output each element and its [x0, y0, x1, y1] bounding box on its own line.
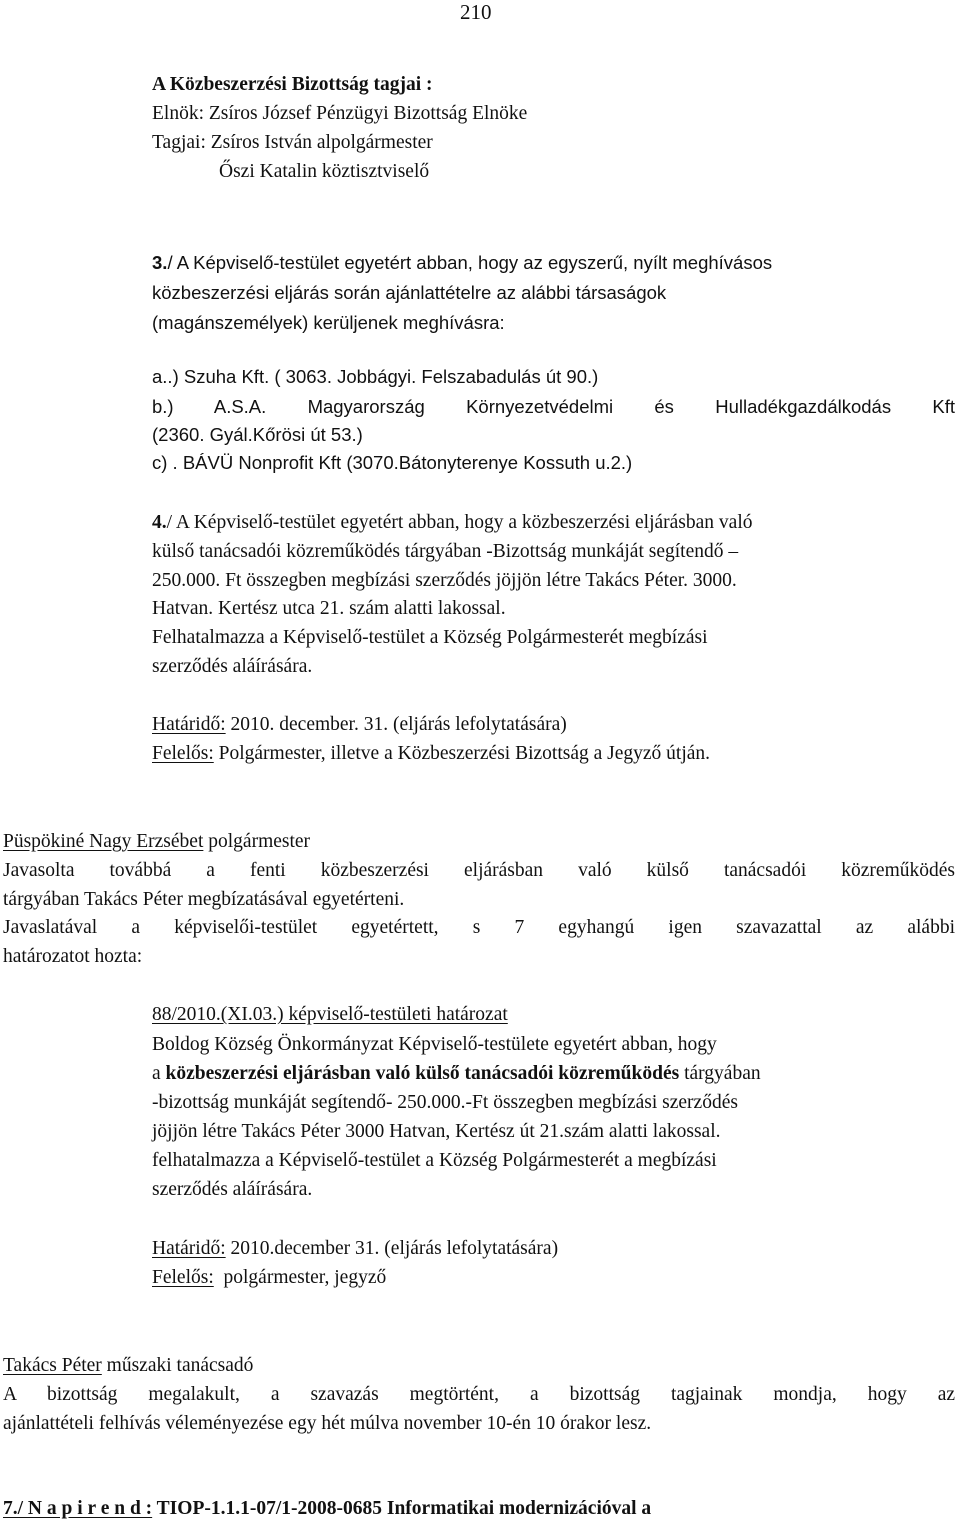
item4-text1: / A Képviselő-testület egyetért abban, hogy a közbeszerzési eljárásban való [166, 512, 753, 533]
item4-line5: Felhatalmazza a Képviselő-testület a Község Polgármesterét megbízási [152, 627, 708, 648]
agenda-label: 7./ N a p i r e n d : [3, 1498, 153, 1519]
page-number: 210 [460, 0, 492, 24]
resolution-deadline [152, 1234, 558, 1263]
item3-number: 3. [152, 252, 168, 273]
resolution-line2-pre: a [152, 1063, 166, 1084]
advisor-name: Takács Péter [3, 1355, 102, 1376]
mayor-para2-line2: határozatot hozta: [3, 946, 143, 967]
resolution-resp-label: Felelős: [152, 1267, 214, 1288]
mayor-speaker [3, 827, 310, 856]
resolution-responsible [152, 1263, 386, 1292]
resolution-line6: szerződés aláírására. [152, 1179, 313, 1200]
item4-line1 [152, 508, 753, 537]
resolution-line5: felhatalmazza a Képviselő-testület a Község Polgármesterét a megbízási [152, 1150, 717, 1171]
item4-deadline-label: Határidő: [152, 714, 226, 735]
item4-line3: 250.000. Ft összegben megbízási szerződés jöjjön létre Takács Péter. 3000. [152, 570, 737, 591]
resolution-line4: jöjjön létre Takács Péter 3000 Hatvan, Kertész út 21.szám alatti lakossal. [152, 1121, 721, 1142]
item4-line4: Hatvan. Kertész utca 21. szám alatti lakossal. [152, 598, 506, 619]
resolution-deadline-value: 2010.december 31. (eljárás lefolytatására) [225, 1238, 559, 1259]
mayor-para1-line1: Javasolta továbbá a fenti közbeszerzési eljárásban való külső tanácsadói közreműködés [3, 860, 955, 881]
advisor-line1: A bizottság megalakult, a szavazás megtörtént, a bizottság tagjainak mondja, hogy az [3, 1384, 955, 1405]
committee-members: Tagjai: Zsíros István alpolgármester [152, 132, 433, 153]
committee-chair: Elnök: Zsíros József Pénzügyi Bizottság Elnöke [152, 103, 528, 124]
item4-resp-label: Felelős: [152, 743, 214, 764]
resolution-deadline-label: Határidő: [152, 1238, 226, 1259]
committee-heading: A Közbeszerzési Bizottság tagjai : [152, 74, 433, 95]
item4-line6: szerződés aláírására. [152, 656, 313, 677]
mayor-para2-line1: Javaslatával a képviselői-testület egyetértett, s 7 egyhangú igen szavazattal az alábbi [3, 917, 955, 938]
advisor-role: műszaki tanácsadó [101, 1355, 254, 1376]
item3-option-b-address: (2360. Gyál.Kőrösi út 53.) [152, 424, 363, 445]
advisor-line2: ajánlattételi felhívás véleményezése egy hét múlva november 10-én 10 órakor lesz. [3, 1413, 652, 1434]
advisor-speaker [3, 1351, 253, 1380]
item4-responsible [152, 739, 710, 768]
resolution-resp-value: polgármester, jegyző [213, 1267, 387, 1288]
resolution-line3: -bizottság munkáját segítendő- 250.000.-Ft összegben megbízási szerződés [152, 1092, 738, 1113]
item4-line2: külső tanácsadói közreműködés tárgyában -Bizottság munkáját segítendő – [152, 541, 739, 562]
item4-number: 4. [152, 512, 167, 533]
resolution-line2-post: tárgyában [679, 1063, 761, 1084]
committee-member-2: Őszi Katalin köztisztviselő [219, 161, 430, 182]
agenda-text: TIOP-1.1.1-07/1-2008-0685 Informatikai modernizációval a [152, 1498, 652, 1519]
item4-deadline-value: 2010. december. 31. (eljárás lefolytatására) [225, 714, 567, 735]
item3-option-a: a..) Szuha Kft. ( 3063. Jobbágyi. Felszabadulás út 90.) [152, 366, 599, 387]
resolution-line2-bold: közbeszerzési eljárásban való külső tanácsadói közreműködés [165, 1063, 680, 1084]
resolution-line2 [152, 1059, 761, 1088]
item3-text1: / A Képviselő-testület egyetért abban, hogy az egyszerű, nyílt meghívásos [167, 252, 773, 273]
item3-line3: (magánszemélyek) kerüljenek meghívásra: [152, 312, 505, 333]
item3-option-b: b.) A.S.A. Magyarország Környezetvédelmi és Hulladékgazdálkodás Kft [152, 396, 955, 417]
mayor-name: Püspökiné Nagy Erzsébet [3, 831, 204, 852]
mayor-role: polgármester [203, 831, 311, 852]
item3-line1 [152, 248, 772, 277]
item3-line2: közbeszerzési eljárás során ajánlattételre az alábbi társaságok [152, 282, 667, 303]
item3-option-c: c) . BÁVÜ Nonprofit Kft (3070.Bátonyterenye Kossuth u.2.) [152, 452, 633, 473]
agenda-item [3, 1494, 651, 1523]
resolution-title: 88/2010.(XI.03.) képviselő-testületi határozat [152, 1004, 508, 1025]
item4-resp-value: Polgármester, illetve a Közbeszerzési Bizottság a Jegyző útján. [213, 743, 711, 764]
item4-deadline [152, 710, 567, 739]
mayor-para1-line2: tárgyában Takács Péter megbízatásával egyetérteni. [3, 889, 405, 910]
resolution-line1: Boldog Község Önkormányzat Képviselő-testülete egyetért abban, hogy [152, 1034, 717, 1055]
